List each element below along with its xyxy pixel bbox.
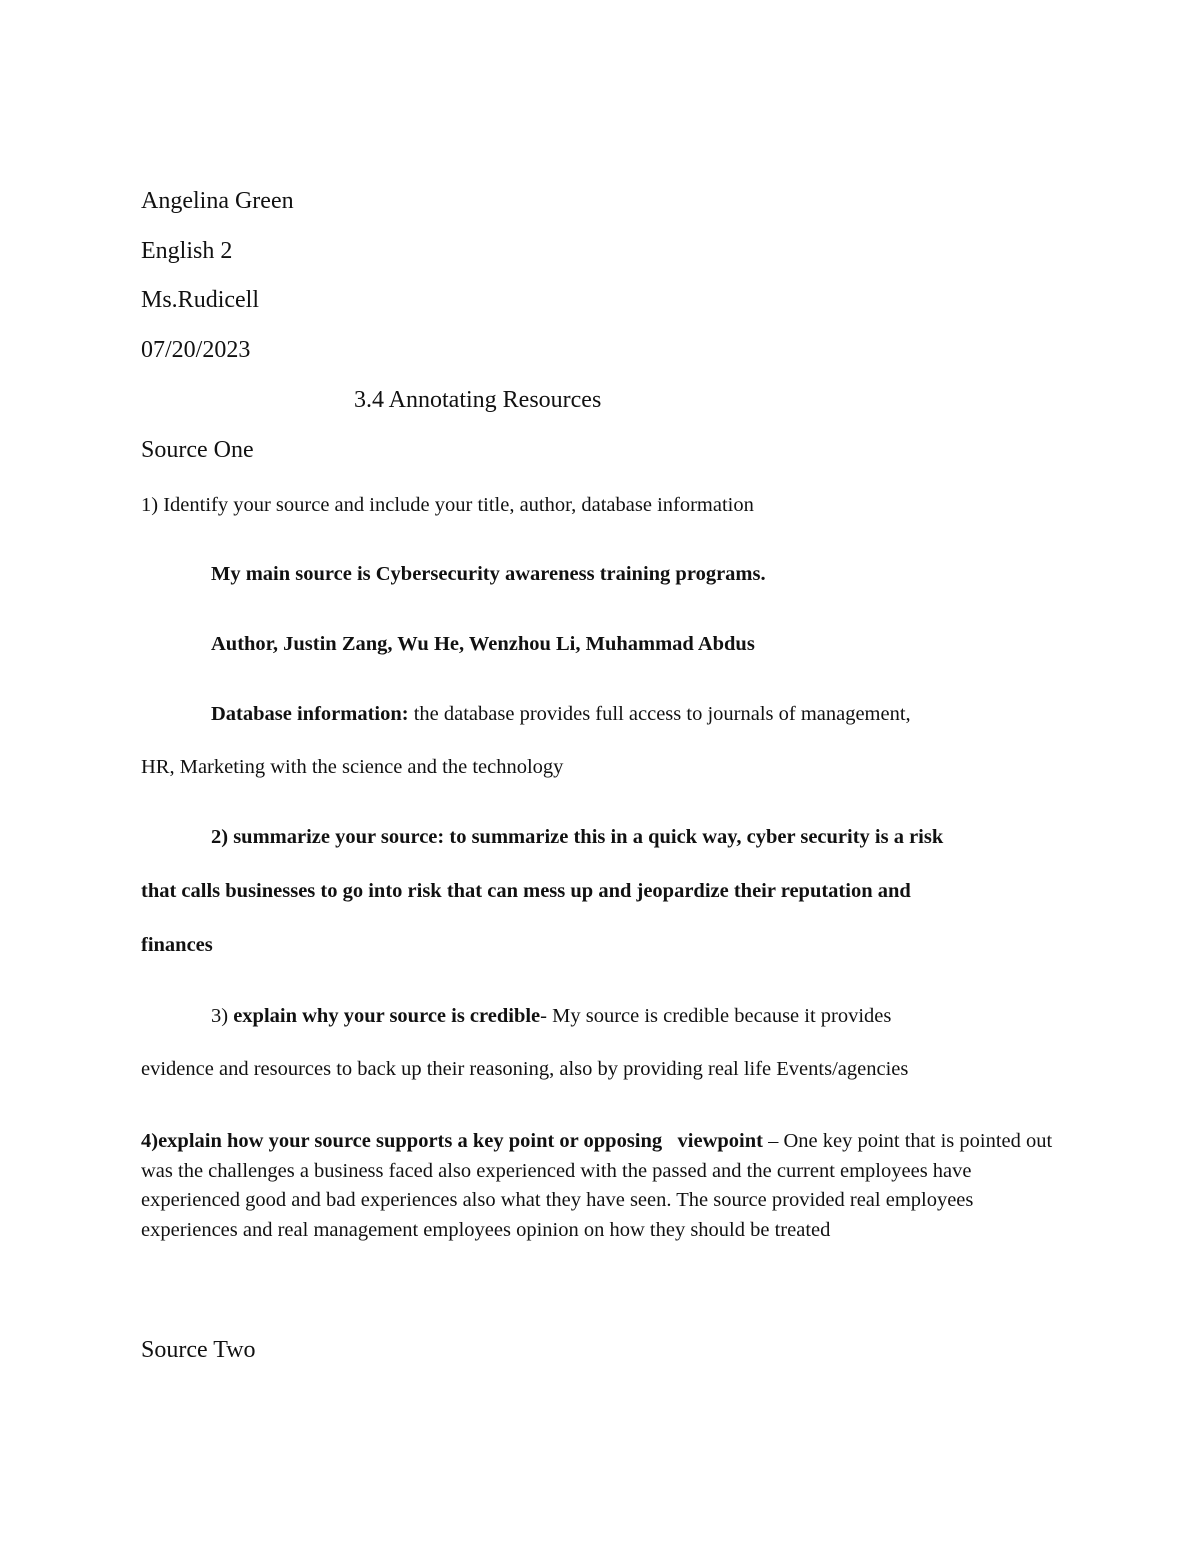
- credibility-text: - My source is credible because it provides: [540, 1005, 892, 1027]
- student-name: Angelina Green: [141, 188, 294, 214]
- credibility-continued: evidence and resources to back up their reasoning, also by providing real life Events/agencies: [141, 1058, 909, 1080]
- source-two-heading: Source Two: [141, 1337, 256, 1363]
- summary-line-2: that calls businesses to go into risk that can mess up and jeopardize their reputation and: [141, 880, 911, 902]
- credibility-label: explain why your source is credible: [233, 1005, 541, 1027]
- key-point-paragraph: [141, 1127, 1061, 1245]
- credibility-prefix: 3): [211, 1005, 234, 1027]
- database-info-line: [211, 703, 911, 726]
- date: 07/20/2023: [141, 337, 251, 363]
- credibility-line: [211, 1005, 891, 1028]
- database-info-text: the database provides full access to journals of management,: [408, 703, 911, 725]
- summary-line-1: 2) summarize your source: to summarize this in a quick way, cyber security is a risk: [211, 826, 944, 848]
- teacher-name: Ms.Rudicell: [141, 287, 259, 313]
- database-info-label: Database information:: [211, 703, 409, 725]
- database-info-continued: HR, Marketing with the science and the technology: [141, 756, 564, 778]
- key-point-text: – One key point that is pointed out was the challenges a business faced also experienced with the passed and the current employees have experienced good and bad experiences also what they have seen. The source provided real employees experiences and real management employees opinion on how they should be treated: [141, 1130, 1053, 1241]
- summary-line-3: finances: [141, 934, 213, 956]
- document-title: 3.4 Annotating Resources: [354, 387, 602, 413]
- key-point-label: 4)explain how your source supports a key point or opposing viewpoint: [141, 1130, 763, 1152]
- main-source: My main source is Cybersecurity awareness training programs.: [211, 563, 766, 585]
- author-line: Author, Justin Zang, Wu He, Wenzhou Li, Muhammad Abdus: [211, 633, 755, 655]
- source-one-heading: Source One: [141, 437, 254, 463]
- course-name: English 2: [141, 238, 233, 264]
- question-1: 1) Identify your source and include your title, author, database information: [141, 494, 754, 516]
